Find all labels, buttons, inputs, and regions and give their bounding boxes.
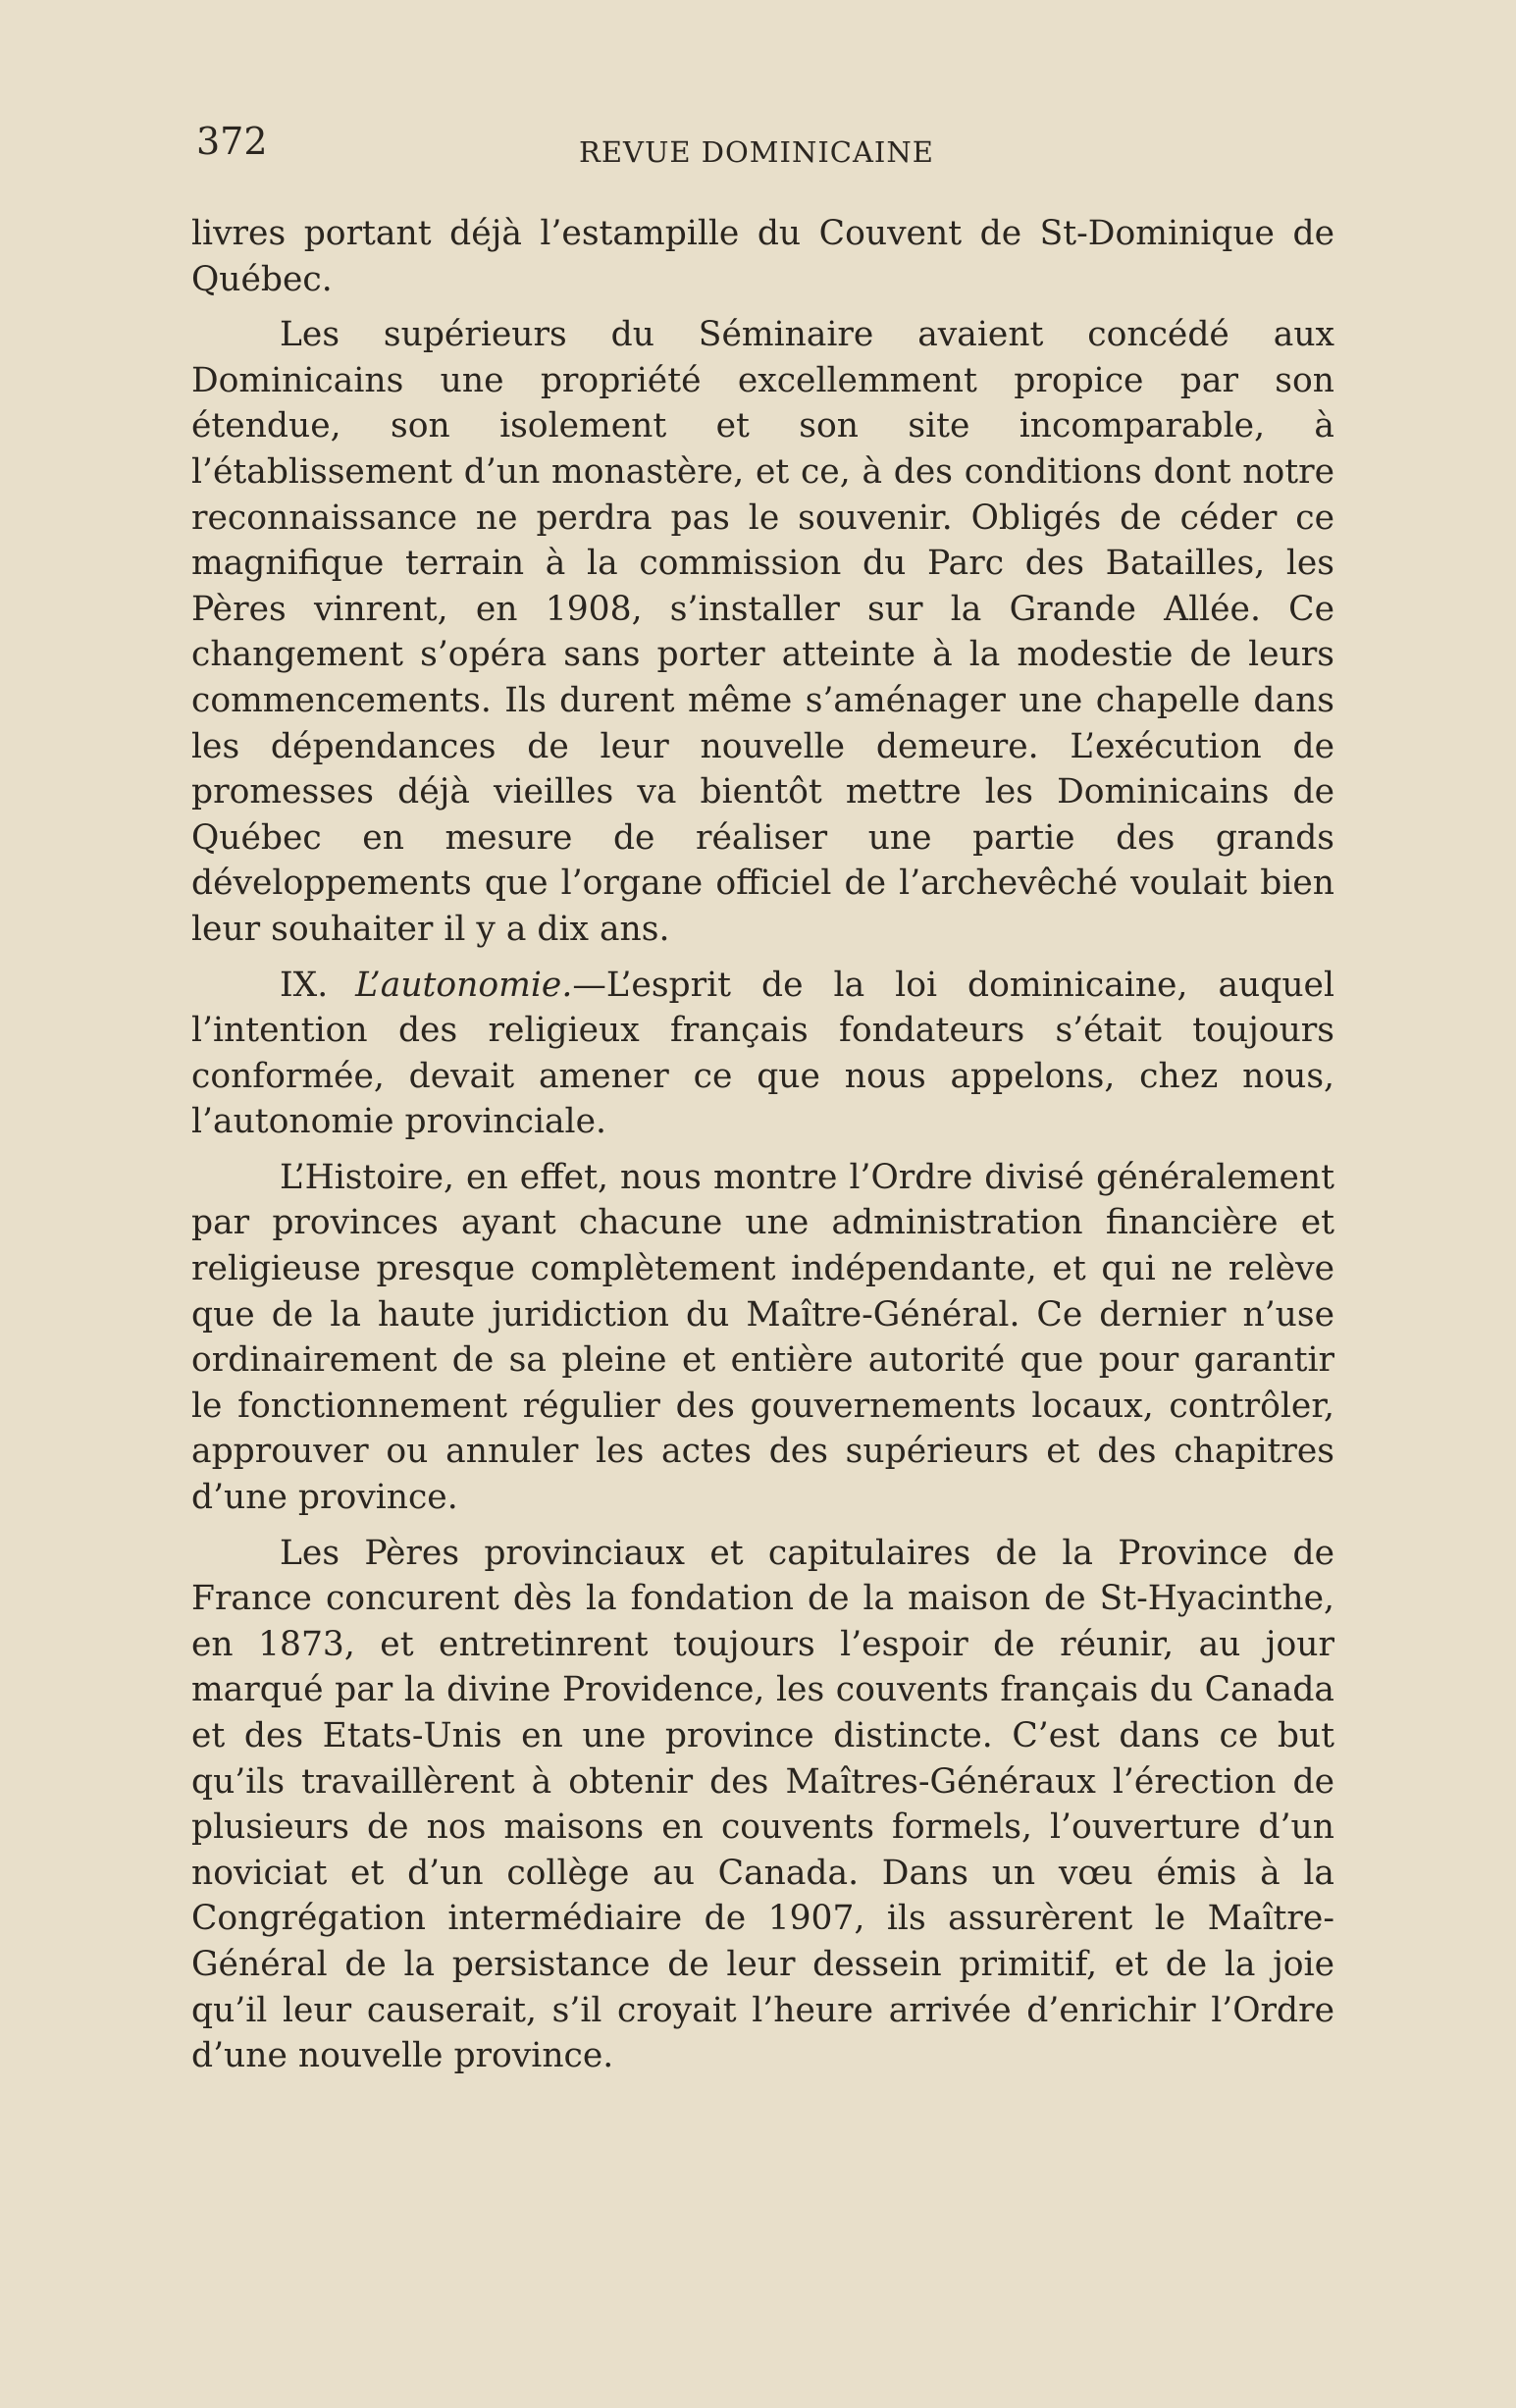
page-number: 372 bbox=[196, 120, 268, 163]
section-number: IX. bbox=[280, 965, 329, 1005]
paragraph-3-text: —L’esprit de la loi dominicaine, auquel l’intention des religieux français fondateurs s’était toujours conformée, devait amener ce que nous appelons, chez nous, l’autonomie provinciale. bbox=[191, 965, 1334, 1142]
paragraph-4 bbox=[191, 1155, 1334, 1521]
paragraph-5 bbox=[191, 1531, 1334, 2079]
paragraph-3 bbox=[191, 963, 1334, 1145]
paragraph-2 bbox=[191, 312, 1334, 952]
paragraph-1 bbox=[191, 211, 1334, 302]
paragraph-5-text: Les Pères provinciaux et capitulaires de la Province de France concurent dès la fondation de la maison de St-Hyacinthe, en 1873, et entretinrent toujours l’espoir de réunir, au jour marqué par la divine Providence, les couvents français du Canada et des Etats-Unis en une province distincte. C’est dans ce but qu’ils travaillèrent à obtenir des Maîtres-Généraux l’érection de plusieurs de nos maisons en couvents formels, l’ouverture d’un noviciat et d’un collège au Canada. Dans un vœu émis à la Congrégation intermédiaire de 1907, ils assurèrent le Maître-Général de la persistance de leur dessein primitif, et de la joie qu’il leur causerait, s’il croyait l’heure arrivée d’enrichir l’Ordre d’une nouvelle province. bbox=[191, 1533, 1334, 2076]
running-head: REVUE DOMINICAINE bbox=[579, 135, 934, 169]
page-header bbox=[186, 116, 1344, 175]
section-title: L’autonomie. bbox=[355, 965, 573, 1005]
body-text bbox=[191, 211, 1334, 2089]
paragraph-1-text: livres portant déjà l’estampille du Couvent de St-Dominique de Québec. bbox=[191, 214, 1334, 299]
paragraph-4-text: L’Histoire, en effet, nous montre l’Ordre divisé généralement par provinces ayant chacune une administration financière et religieuse presque complètement indépendante, et qui ne relève que de la haute juridiction du Maître-Général. Ce dernier n’use ordinairement de sa pleine et entière autorité que pour garantir le fonctionnement régulier des gouvernements locaux, contrôler, approuver ou annuler les actes des supérieurs et des chapitres d’une province. bbox=[191, 1157, 1334, 1518]
paragraph-2-text: Les supérieurs du Séminaire avaient concédé aux Dominicains une propriété excellemment propice par son étendue, son isolement et son site incomparable, à l’établissement d’un monastère, et ce, à des conditions dont notre reconnaissance ne perdra pas le souvenir. Obligés de céder ce magnifique terrain à la commission du Parc des Batailles, les Pères vinrent, en 1908, s’installer sur la Grande Allée. Ce changement s’opéra sans porter atteinte à la modestie de leurs commencements. Ils durent même s’aménager une chapelle dans les dépendances de leur nouvelle demeure. L’exécution de promesses déjà vieilles va bientôt mettre les Dominicains de Québec en mesure de réaliser une partie des grands développements que l’organe officiel de l’archevêché voulait bien leur souhaiter il y a dix ans. bbox=[191, 315, 1334, 949]
